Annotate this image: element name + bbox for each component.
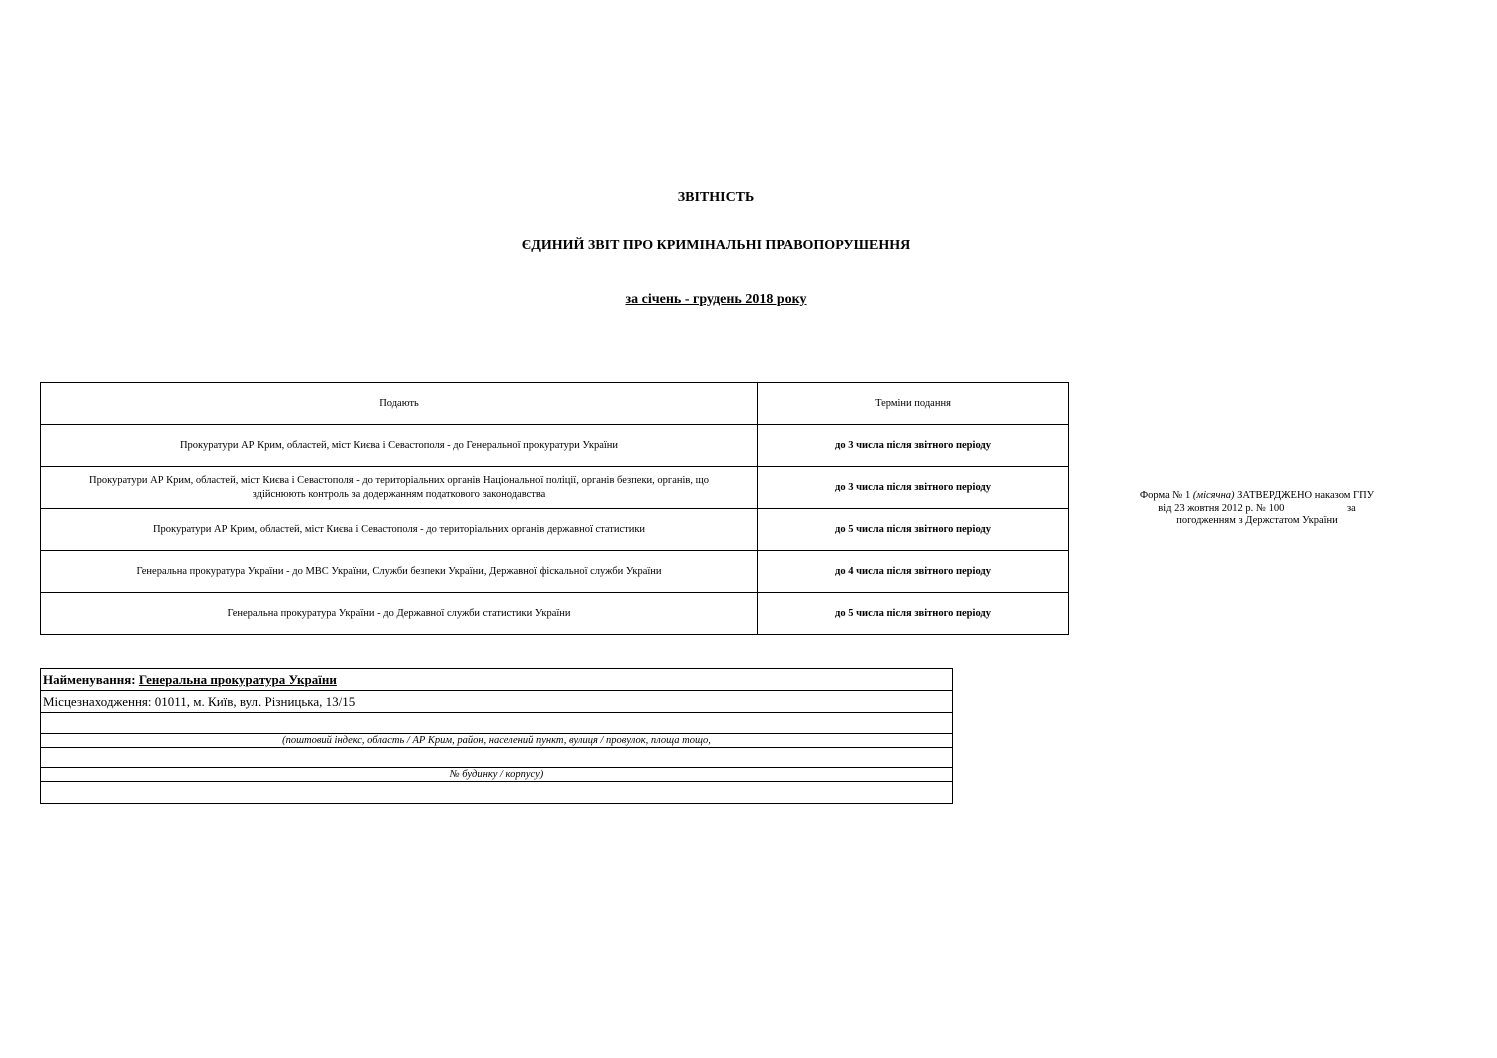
form-number: Форма № 1	[1139, 490, 1191, 501]
deadline-cell: до 3 числа після звітного періоду	[758, 467, 1069, 509]
name-row	[41, 669, 952, 691]
table-row	[41, 467, 1069, 509]
location-value: 01011, м. Київ, вул. Різницька, 13/15	[154, 694, 356, 709]
who-cell: Прокуратури АР Крим, областей, міст Києва і Севастополя - до територіальних органів державної статистики	[41, 509, 758, 551]
submission-table	[40, 382, 1069, 635]
table-row	[41, 593, 1069, 635]
deadline-cell: до 4 числа після звітного періоду	[758, 551, 1069, 593]
column-header-who: Подають	[41, 383, 758, 425]
deadline-cell: до 3 числа після звітного періоду	[758, 425, 1069, 467]
deadline-cell: до 5 числа після звітного періоду	[758, 593, 1069, 635]
blank-row	[41, 782, 952, 803]
who-cell: Прокуратури АР Крим, областей, міст Києва і Севастополя - до Генеральної прокуратури України	[41, 425, 758, 467]
location-label: Місцезнаходження:	[43, 694, 152, 709]
deadline-cell: до 5 числа після звітного періоду	[758, 509, 1069, 551]
table-row	[41, 551, 1069, 593]
blank-row	[41, 713, 952, 734]
form-approved: ЗАТВЕРДЖЕНО наказом ГПУ	[1237, 490, 1375, 501]
form-za: за	[1346, 502, 1356, 514]
form-type: (місячна)	[1192, 490, 1235, 501]
address-hint: (поштовий індекс, область / АР Крим, район, населений пункт, вулиця / провулок, площа тощо,	[41, 734, 952, 748]
table-header-row	[41, 383, 1069, 425]
column-header-deadline: Терміни подання	[758, 383, 1069, 425]
table-row	[41, 425, 1069, 467]
who-cell: Прокуратури АР Крим, областей, міст Києва і Севастополя - до територіальних органів Національної поліції, органів безпеки, органів, що здійснюють контроль за додержанням податкового законодавства	[41, 467, 758, 509]
form-date-line: від 23 жовтня 2012 р. № 100	[1158, 502, 1285, 514]
location-row	[41, 691, 952, 713]
page-title: ЗВІТНІСТЬ	[677, 190, 755, 205]
organization-info-block	[40, 668, 953, 804]
building-hint: № будинку / корпусу)	[41, 768, 952, 782]
form-agreement: погодженням з Держстатом України	[1176, 515, 1338, 527]
who-cell: Генеральна прокуратура України - до МВС України, Служби безпеки України, Державної фіскальної служби України	[41, 551, 758, 593]
form-approval-note	[1112, 490, 1402, 528]
name-value: Генеральна прокуратура України	[138, 672, 337, 687]
blank-row	[41, 748, 952, 768]
table-row	[41, 509, 1069, 551]
report-subtitle: ЄДИНИЙ ЗВІТ ПРО КРИМІНАЛЬНІ ПРАВОПОРУШЕННЯ	[521, 238, 911, 253]
report-period: за січень - грудень 2018 року	[625, 292, 807, 307]
who-cell: Генеральна прокуратура України - до Державної служби статистики України	[41, 593, 758, 635]
name-label: Найменування:	[43, 672, 136, 687]
